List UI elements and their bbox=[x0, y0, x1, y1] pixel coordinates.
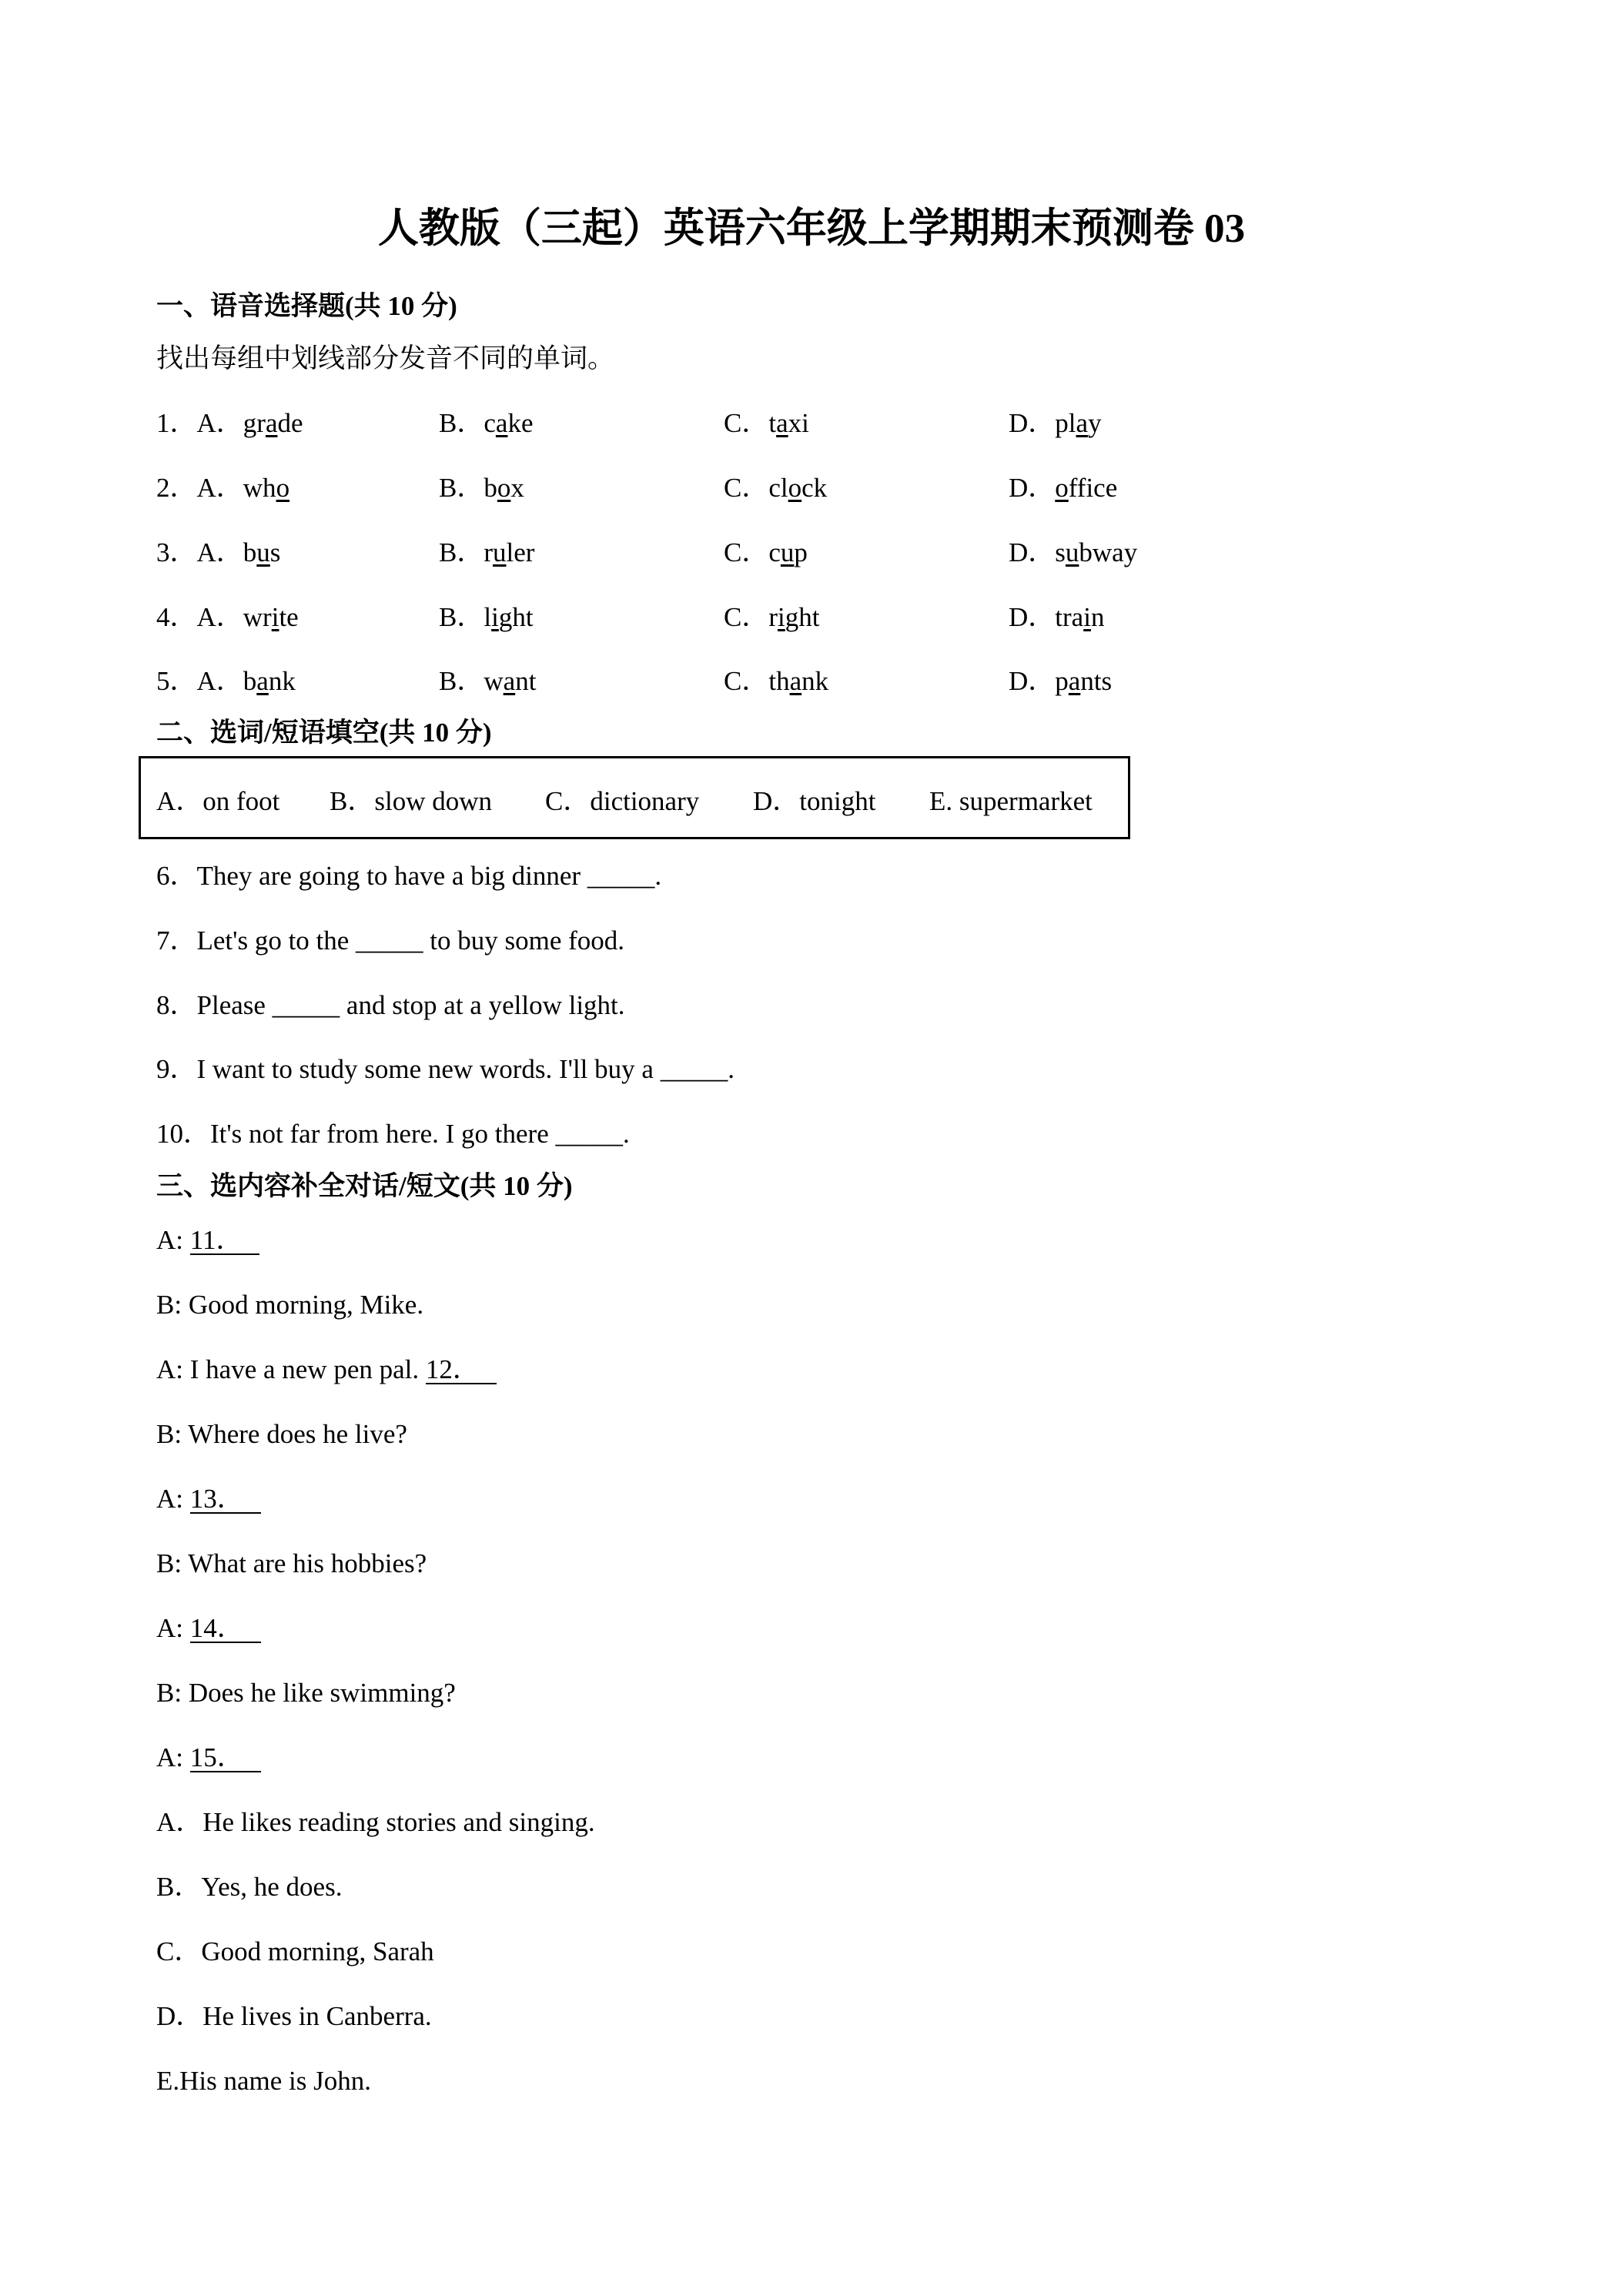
dialogue-line: B: Good morning, Mike. bbox=[156, 1290, 424, 1320]
phonics-option-d: D．play bbox=[1009, 408, 1102, 438]
answer-blank: 12． bbox=[426, 1356, 497, 1384]
answer-blank: 11． bbox=[190, 1227, 260, 1255]
answer-blank: 14． bbox=[190, 1615, 261, 1643]
answer-blank: 15． bbox=[190, 1744, 261, 1772]
underlined-letters: u bbox=[493, 537, 507, 567]
phonics-option-d: D．train bbox=[1009, 602, 1105, 632]
underlined-letters: a bbox=[495, 408, 508, 438]
underlined-letters: a bbox=[776, 408, 788, 438]
option-word: light bbox=[484, 602, 534, 632]
section-1-instruction: 找出每组中划线部分发音不同的单词。 bbox=[156, 343, 615, 373]
option-word: who bbox=[243, 473, 290, 503]
option-word: pants bbox=[1055, 666, 1113, 696]
answer-blank: 13． bbox=[190, 1485, 261, 1514]
choice-item: D．He lives in Canberra. bbox=[156, 2001, 432, 2031]
dialogue-line: B: Does he like swimming? bbox=[156, 1678, 456, 1708]
underlined-letters: i bbox=[271, 602, 279, 632]
option-word: bank bbox=[243, 666, 296, 696]
option-word: want bbox=[484, 666, 537, 696]
word-bank-option: D．tonight bbox=[753, 786, 876, 816]
dialogue-line: A: I have a new pen pal. 12． bbox=[156, 1354, 497, 1386]
dialogue-line: A: 11． bbox=[156, 1224, 259, 1257]
dialogue-line: A: 14． bbox=[156, 1612, 261, 1645]
option-word: clock bbox=[768, 473, 828, 503]
underlined-letters: o bbox=[497, 473, 511, 503]
underlined-letters: i bbox=[491, 602, 499, 632]
phonics-option-b: B．ruler bbox=[439, 537, 535, 567]
underlined-letters: o bbox=[276, 473, 290, 503]
option-word: office bbox=[1055, 473, 1118, 503]
option-word: thank bbox=[768, 666, 829, 696]
section-3-heading: 三、选内容补全对话/短文(共 10 分) bbox=[156, 1171, 573, 1201]
option-word: box bbox=[484, 473, 524, 503]
dialogue-line: B: Where does he live? bbox=[156, 1419, 407, 1449]
phonics-option-b: B．box bbox=[439, 473, 524, 503]
dialogue-line: A: 15． bbox=[156, 1742, 261, 1774]
section-1-heading: 一、语音选择题(共 10 分) bbox=[156, 291, 457, 321]
fill-in-sentence: 8．Please _____ and stop at a yellow light. bbox=[156, 990, 625, 1020]
fill-in-sentence: 9．I want to study some new words. I'll buy a _____. bbox=[156, 1054, 735, 1084]
phonics-option-b: B．want bbox=[439, 666, 537, 696]
word-bank-option: E. supermarket bbox=[929, 786, 1093, 816]
word-bank-option: A．on foot bbox=[156, 786, 280, 816]
fill-in-sentence: 10．It's not far from here. I go there _____. bbox=[156, 1119, 630, 1149]
option-word: grade bbox=[243, 408, 303, 438]
choice-item: E.His name is John. bbox=[156, 2066, 372, 2096]
phonics-option-c: C．right bbox=[724, 602, 820, 632]
section-2-heading: 二、选词/短语填空(共 10 分) bbox=[156, 718, 492, 748]
underlined-letters: o bbox=[788, 473, 802, 503]
phonics-option-c: C．clock bbox=[724, 473, 828, 503]
phonics-option-a: 5．A．bank bbox=[156, 666, 296, 696]
fill-in-sentence: 6．They are going to have a big dinner _____. bbox=[156, 861, 662, 891]
option-word: subway bbox=[1055, 537, 1138, 567]
dialogue-line: B: What are his hobbies? bbox=[156, 1548, 427, 1578]
phonics-option-b: B．light bbox=[439, 602, 534, 632]
underlined-letters: i bbox=[1083, 602, 1091, 632]
phonics-option-a: 3．A．bus bbox=[156, 537, 281, 567]
option-word: play bbox=[1055, 408, 1102, 438]
word-bank-option: C．dictionary bbox=[545, 786, 700, 816]
phonics-option-a: 1．A．grade bbox=[156, 408, 303, 438]
underlined-letters: a bbox=[1076, 408, 1089, 438]
phonics-option-b: B．cake bbox=[439, 408, 534, 438]
phonics-option-a: 4．A．write bbox=[156, 602, 299, 632]
underlined-letters: a bbox=[265, 408, 278, 438]
option-word: bus bbox=[243, 537, 281, 567]
underlined-letters: i bbox=[778, 602, 785, 632]
phonics-option-d: D．subway bbox=[1009, 537, 1138, 567]
underlined-letters: a bbox=[503, 666, 516, 696]
phonics-option-c: C．taxi bbox=[724, 408, 809, 438]
choice-item: A．He likes reading stories and singing. bbox=[156, 1807, 595, 1837]
option-word: write bbox=[243, 602, 299, 632]
option-word: taxi bbox=[768, 408, 809, 438]
phonics-option-c: C．thank bbox=[724, 666, 829, 696]
phonics-option-c: C．cup bbox=[724, 537, 808, 567]
option-word: ruler bbox=[484, 537, 535, 567]
option-word: cup bbox=[768, 537, 808, 567]
phonics-option-d: D．pants bbox=[1009, 666, 1113, 696]
underlined-letters: o bbox=[1055, 473, 1069, 503]
page-title: 人教版（三起）英语六年级上学期期末预测卷 03 bbox=[377, 206, 1246, 251]
choice-item: B．Yes, he does. bbox=[156, 1872, 343, 1902]
phonics-option-a: 2．A．who bbox=[156, 473, 290, 503]
underlined-letters: u bbox=[780, 537, 795, 567]
underlined-letters: u bbox=[256, 537, 270, 567]
underlined-letters: a bbox=[789, 666, 802, 696]
underlined-letters: a bbox=[256, 666, 269, 696]
option-word: cake bbox=[484, 408, 534, 438]
fill-in-sentence: 7．Let's go to the _____ to buy some food. bbox=[156, 925, 625, 956]
dialogue-line: A: 13． bbox=[156, 1483, 261, 1515]
word-bank-option: B．slow down bbox=[330, 786, 492, 816]
underlined-letters: a bbox=[1068, 666, 1081, 696]
phonics-option-d: D．office bbox=[1009, 473, 1118, 503]
choice-item: C．Good morning, Sarah bbox=[156, 1936, 434, 1966]
option-word: right bbox=[768, 602, 820, 632]
option-word: train bbox=[1055, 602, 1105, 632]
underlined-letters: u bbox=[1065, 537, 1079, 567]
